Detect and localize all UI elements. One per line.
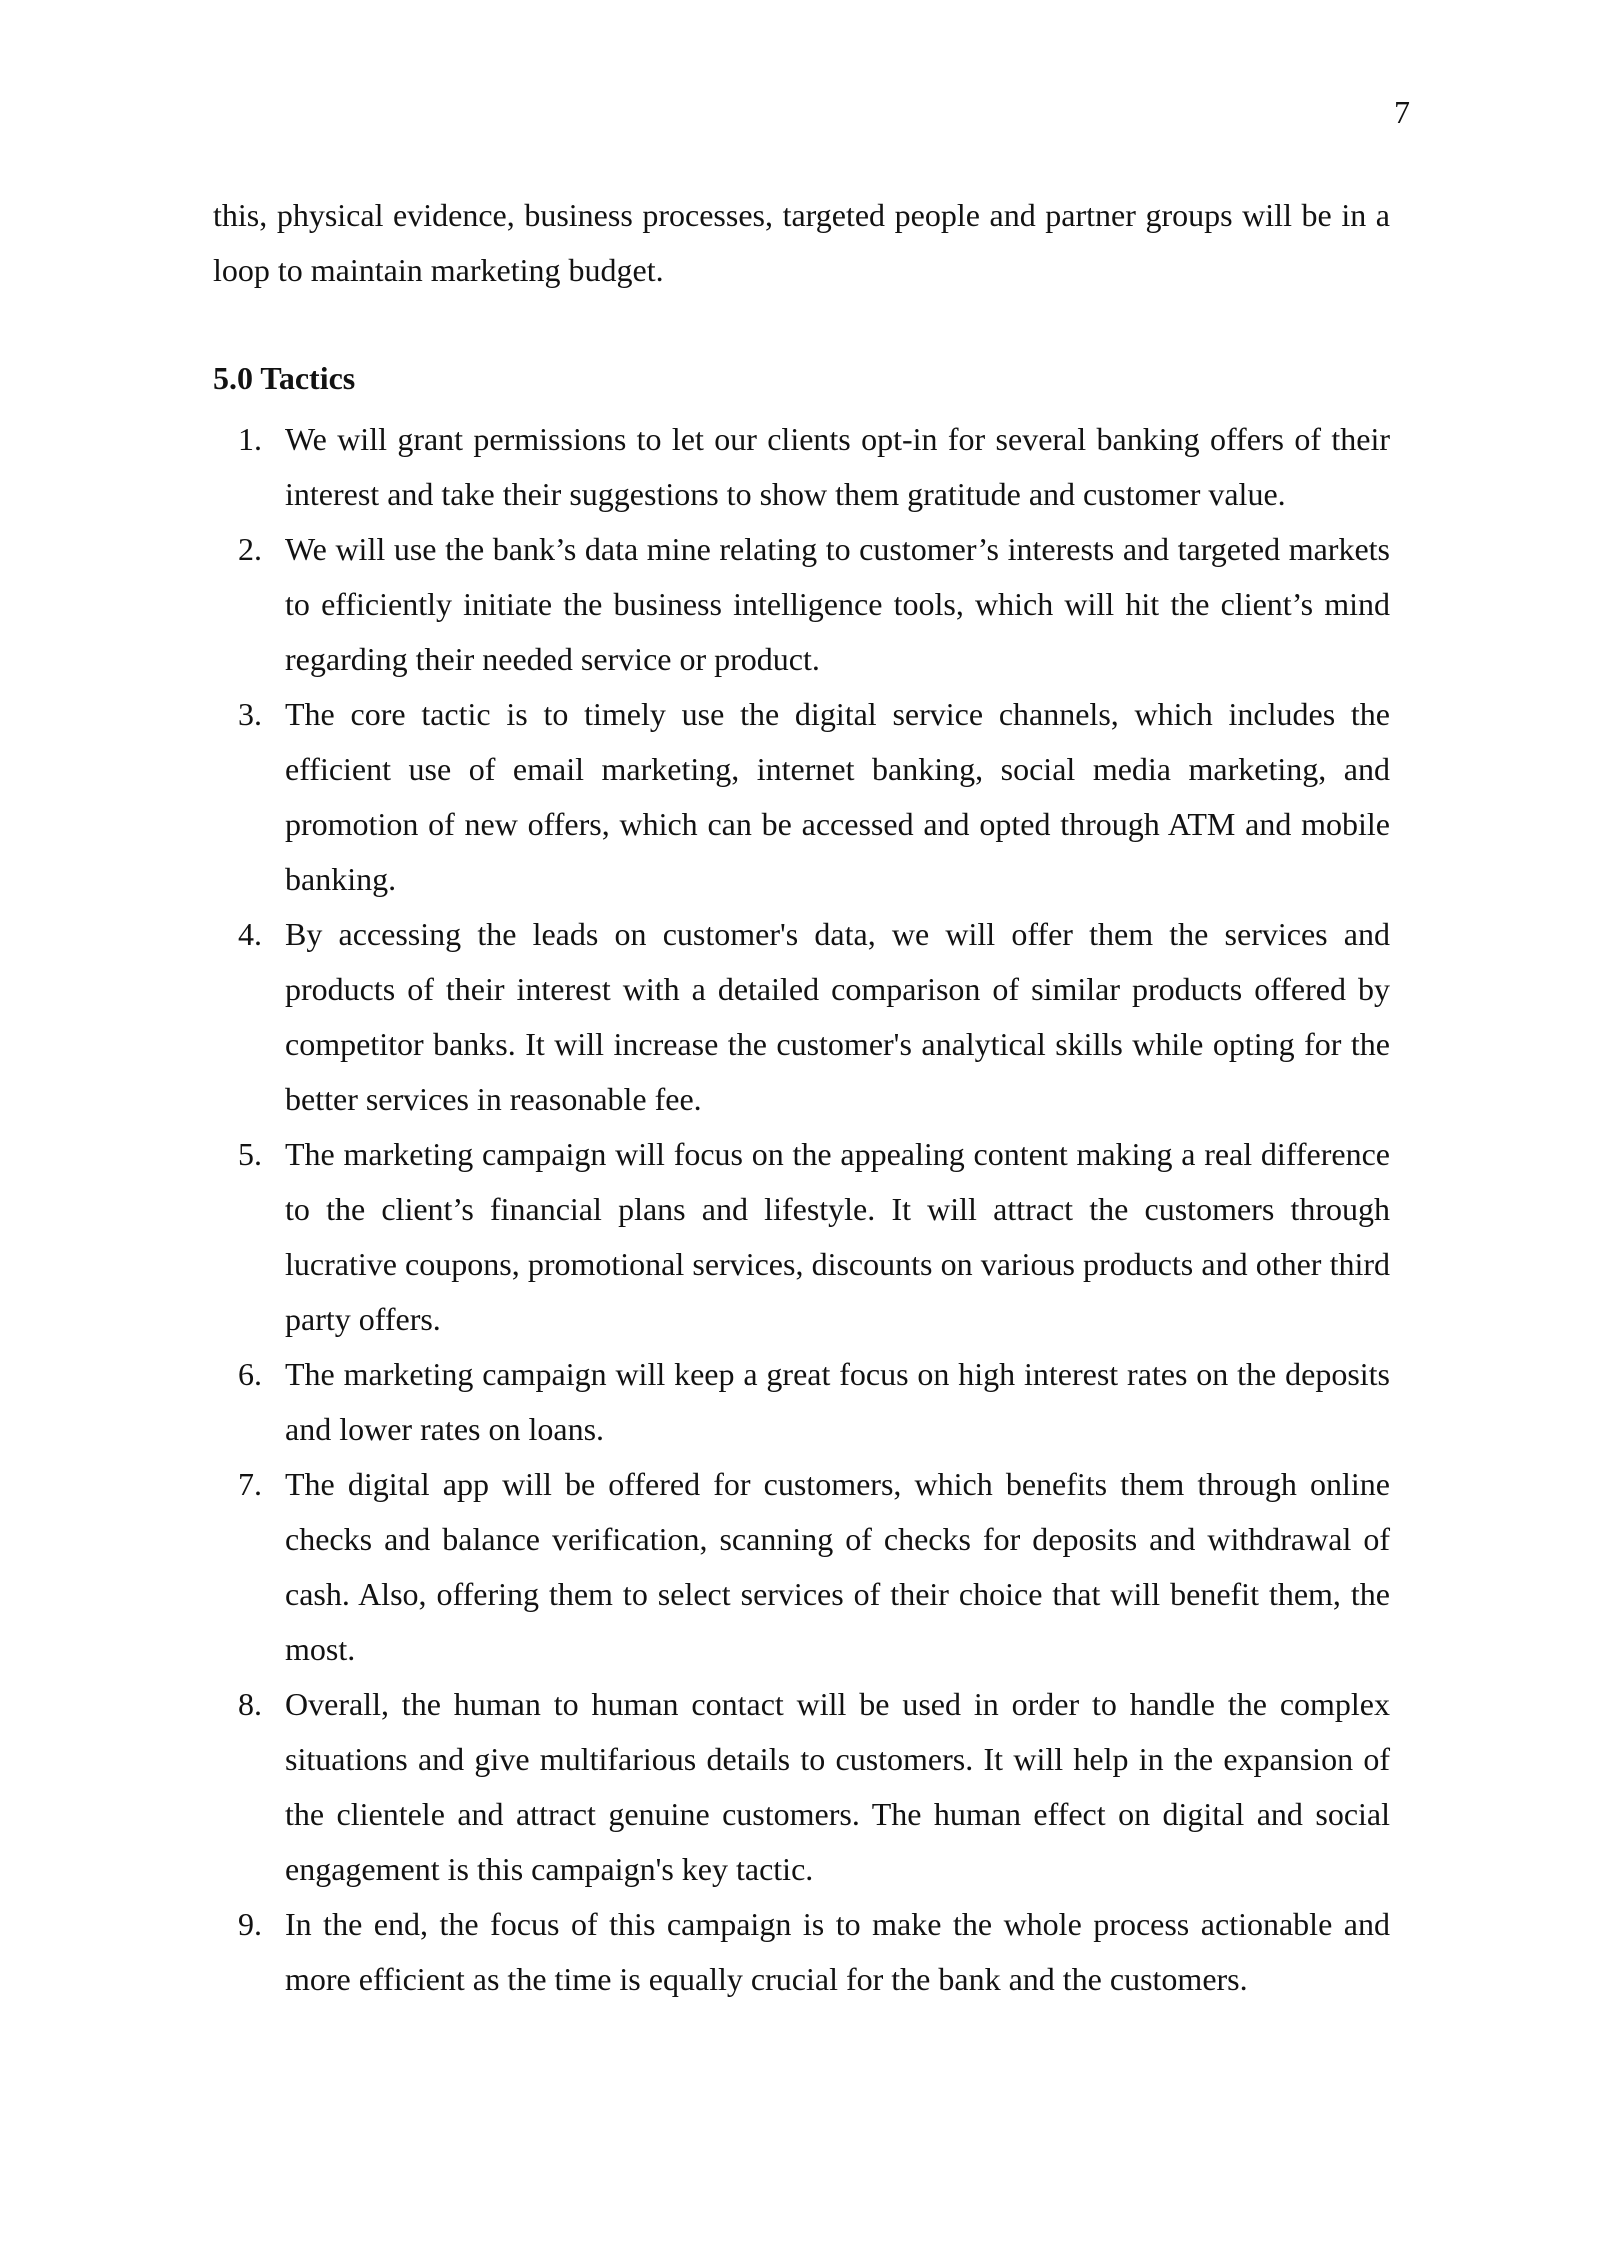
list-item-text: The marketing campaign will focus on the appealing content making a real difference to the client’s financial plans and lifestyle. It will attract the customers through lucrative coupons, promotional services, discounts on various products and other third party offers.: [285, 1136, 1390, 1337]
list-item: [238, 1457, 1390, 1677]
list-item: [238, 412, 1390, 522]
list-item-text: Overall, the human to human contact will be used in order to handle the complex situations and give multifarious details to customers. It will help in the expansion of the clientele and attract genuine customers. The human effect on digital and social engagement is this campaign's key tactic.: [285, 1686, 1390, 1887]
list-item-number: 7.: [238, 1466, 262, 1502]
list-item: [238, 907, 1390, 1127]
list-item-number: 1.: [238, 421, 262, 457]
list-item-text: We will use the bank’s data mine relating to customer’s interests and targeted markets to efficiently initiate the business intelligence tools, which will hit the client’s mind regarding their needed service or product.: [285, 531, 1390, 677]
list-item-number: 5.: [238, 1136, 262, 1172]
list-item-text: The marketing campaign will keep a great focus on high interest rates on the deposits and lower rates on loans.: [285, 1356, 1390, 1447]
list-item-number: 9.: [238, 1906, 262, 1942]
list-item-text: In the end, the focus of this campaign is to make the whole process actionable and more efficient as the time is equally crucial for the bank and the customers.: [285, 1906, 1390, 1997]
list-item-text: We will grant permissions to let our clients opt-in for several banking offers of their interest and take their suggestions to show them gratitude and customer value.: [285, 421, 1390, 512]
list-item-number: 8.: [238, 1686, 262, 1722]
list-item: [238, 687, 1390, 907]
list-item: [238, 1677, 1390, 1897]
list-item-number: 2.: [238, 531, 262, 567]
tactics-list: [238, 412, 1390, 2007]
list-item-text: The core tactic is to timely use the digital service channels, which includes the efficient use of email marketing, internet banking, social media marketing, and promotion of new offers, which can be accessed and opted through ATM and mobile banking.: [285, 696, 1390, 897]
list-item-text: By accessing the leads on customer's data, we will offer them the services and products of their interest with a detailed comparison of similar products offered by competitor banks. It will increase the customer's analytical skills while opting for the better services in reasonable fee.: [285, 916, 1390, 1117]
list-item: [238, 1347, 1390, 1457]
section-heading: 5.0 Tactics: [213, 360, 356, 396]
continuation-paragraph: this, physical evidence, business processes, targeted people and partner groups will be in a loop to maintain marketing budget.: [213, 197, 1390, 288]
list-item-number: 4.: [238, 916, 262, 952]
list-item-number: 6.: [238, 1356, 262, 1392]
list-item-number: 3.: [238, 696, 262, 732]
list-item: [238, 1897, 1390, 2007]
page-content: [213, 188, 1390, 2007]
list-item: [238, 1127, 1390, 1347]
list-item-text: The digital app will be offered for customers, which benefits them through online checks and balance verification, scanning of checks for deposits and withdrawal of cash. Also, offering them to select services of their choice that will benefit them, the most.: [285, 1466, 1390, 1667]
list-item: [238, 522, 1390, 687]
page-number: 7: [1394, 94, 1410, 130]
